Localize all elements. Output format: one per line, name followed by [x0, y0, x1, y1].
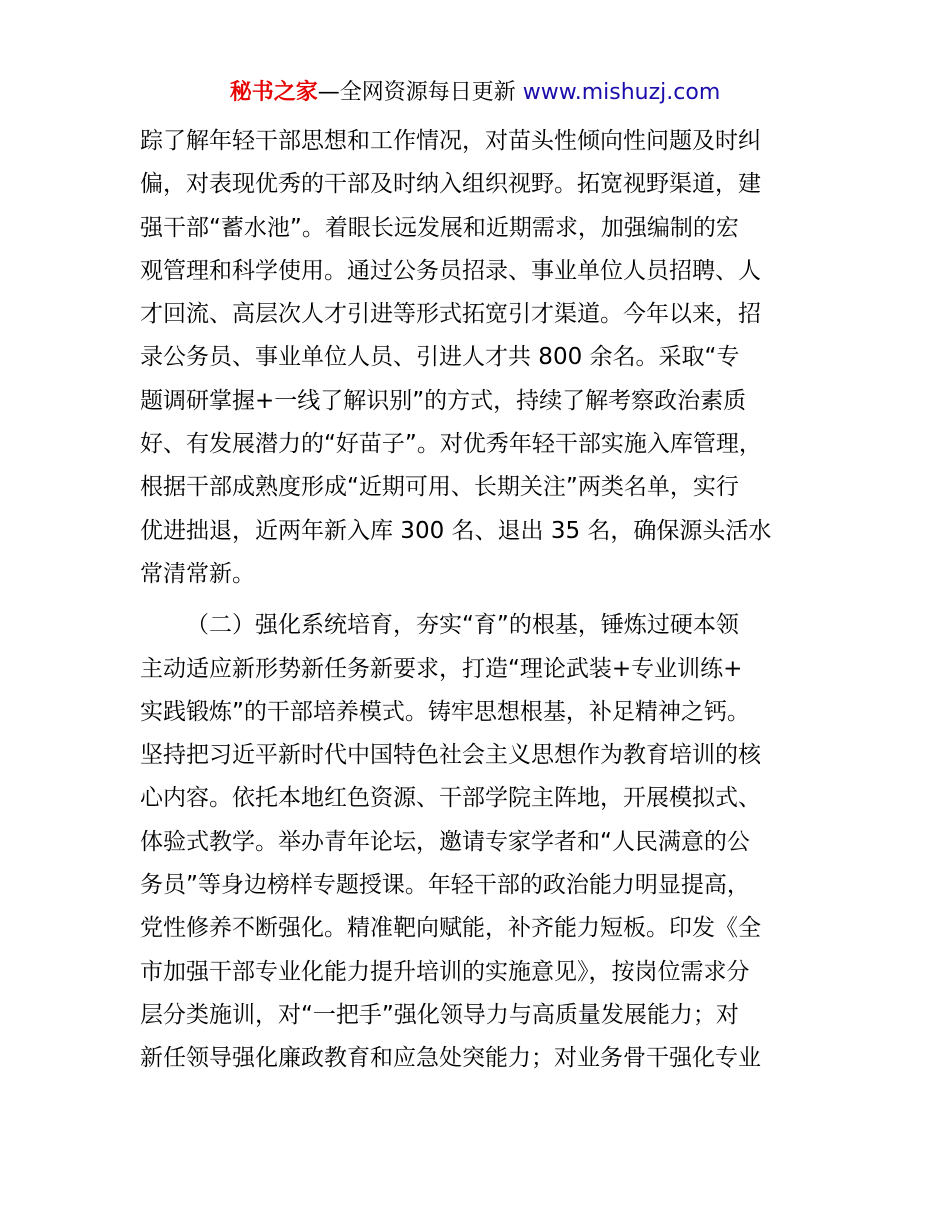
header-tagline: —全网资源每日更新: [317, 80, 516, 105]
text-line: 心内容。依托本地红色资源、干部学院主阵地，开展模拟式、: [140, 785, 761, 812]
text-line: 体验式教学。举办青年论坛，邀请专家学者和“人民满意的公: [140, 828, 750, 855]
site-header: [0, 78, 950, 108]
text-line: 新任领导强化廉政教育和应急处突能力；对业务骨干强化专业: [140, 1045, 761, 1072]
text-line: 坚持把习近平新时代中国特色社会主义思想作为教育培训的核: [140, 742, 761, 769]
text-line: 优进拙退，近两年新入库 300 名、退出 35 名，确保源头活水: [140, 517, 772, 544]
text-line: 主动适应新形势新任务新要求，打造“理论武装+专业训练+: [140, 655, 743, 682]
brand-name: 秘书之家: [229, 80, 318, 105]
text-line: 常清常新。: [140, 560, 255, 587]
paragraph-spacer: [140, 596, 820, 604]
text-line: 偏，对表现优秀的干部及时纳入组织视野。拓宽视野渠道，建: [140, 171, 761, 198]
text-line: 录公务员、事业单位人员、引进人才共 800 余名。采取“专: [140, 344, 740, 371]
paragraph-2: [140, 604, 820, 1080]
text-line: 好、有发展潜力的“好苗子”。对优秀年轻干部实施入库管理，: [140, 431, 762, 458]
text-line: 市加强干部专业化能力提升培训的实施意见》，按岗位需求分: [140, 958, 750, 985]
text-line: 根据干部成熟度形成“近期可用、长期关注”两类名单，实行: [140, 474, 739, 501]
text-line: 观管理和科学使用。通过公务员招录、事业单位人员招聘、人: [140, 257, 761, 284]
paragraph-1: [140, 120, 820, 596]
text-line: 题调研掌握+一线了解识别”的方式，持续了解考察政治素质: [140, 387, 747, 414]
site-url-link[interactable]: www.mishuzj.com: [522, 80, 721, 105]
text-line: 强干部“蓄水池”。着眼长远发展和近期需求，加强编制的宏: [140, 214, 739, 241]
text-line: 才回流、高层次人才引进等形式拓宽引才渠道。今年以来，招: [140, 301, 761, 328]
text-line: 踪了解年轻干部思想和工作情况，对苗头性倾向性问题及时纠: [140, 128, 761, 154]
section-heading-line: （二）强化系统培育，夯实“育”的根基，锤炼过硬本领: [186, 612, 739, 639]
text-line: 层分类施训，对“一把手”强化领导力与高质量发展能力；对: [140, 1001, 739, 1028]
text-line: 实践锻炼”的干部培养模式。铸牢思想根基，补足精神之钙。: [140, 698, 750, 725]
text-line: 党性修养不断强化。精准靶向赋能，补齐能力短板。印发《全: [140, 915, 761, 942]
text-line: 务员”等身边榜样专题授课。年轻干部的政治能力明显提高，: [140, 872, 750, 899]
document-body: [140, 120, 820, 1081]
